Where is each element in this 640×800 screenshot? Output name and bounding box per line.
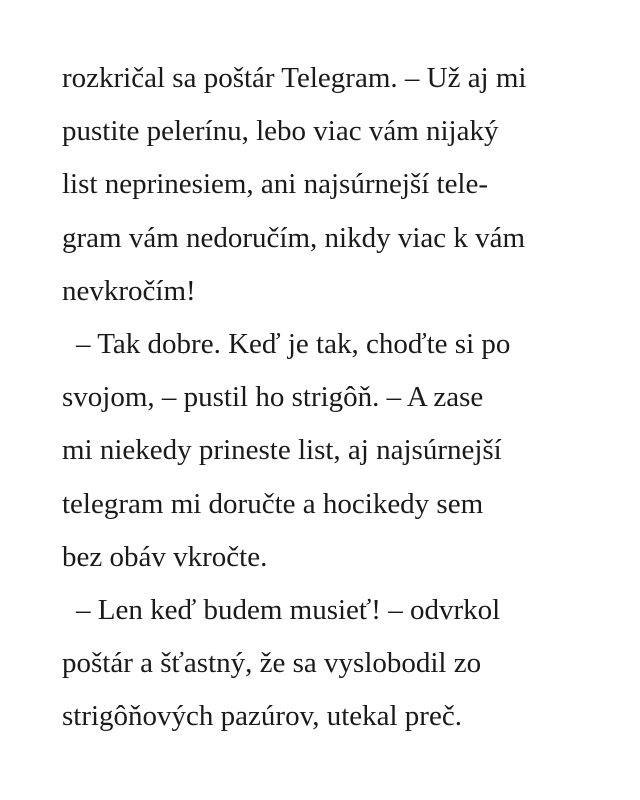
text-line: list neprinesiem, ani najsúrnejší tele- <box>62 168 489 201</box>
text-line: svojom, – pustil ho strigôň. – A zase <box>62 381 484 414</box>
body-text <box>62 52 602 743</box>
text-line-paragraph-start: – Tak dobre. Keď je tak, choďte si po <box>76 327 511 360</box>
text-line: gram vám nedoručím, nikdy viac k vám <box>62 221 526 254</box>
text-line-paragraph-start: – Len keď budem musieť! – odvrkol <box>76 593 501 626</box>
text-line: pustite pelerínu, lebo viac vám nijaký <box>62 115 499 148</box>
text-line: rozkričal sa poštár Telegram. – Už aj mi <box>62 62 527 94</box>
text-line: mi niekedy prineste list, aj najsúrnejší <box>62 434 502 467</box>
text-line: bez obáv vkročte. <box>62 540 268 573</box>
text-line: telegram mi doručte a hocikedy sem <box>62 487 484 520</box>
text-line: poštár a šťastný, že sa vyslobodil zo <box>62 647 482 680</box>
text-line: nevkročím! <box>62 274 196 307</box>
text-line: strigôňových pazúrov, utekal preč. <box>62 700 462 733</box>
